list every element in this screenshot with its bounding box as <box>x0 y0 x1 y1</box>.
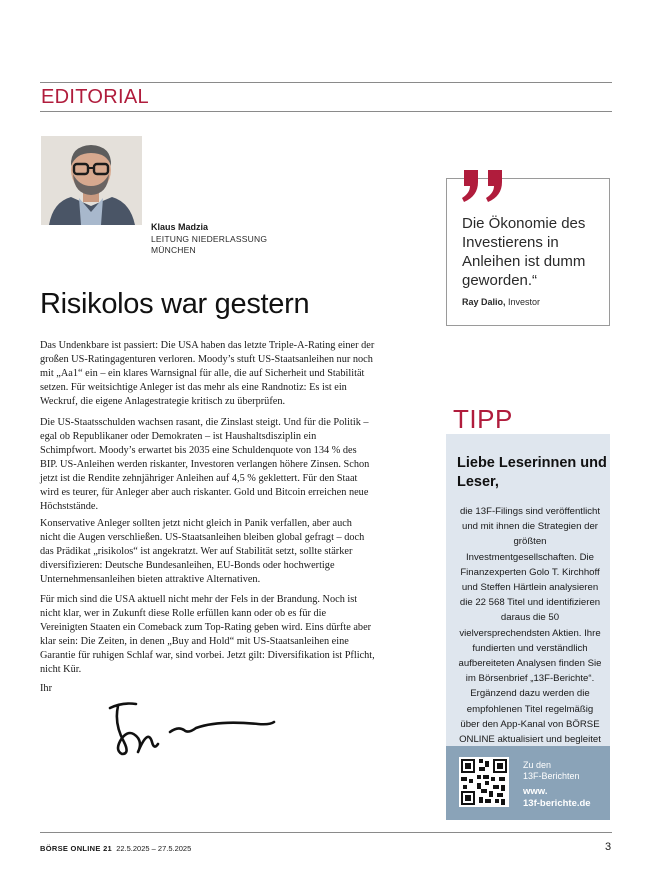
qr-caption <box>523 760 580 782</box>
article-paragraph: Die US-Staatsschulden wachsen rasant, die Zinslast steigt. Und für die Politik – egal ob Republikaner oder Demokraten – ist Haushaltsdisziplin ein Schimpfwort. Moody’s erwartet bis 2035 eine Schuldenquote von 134 % des BIP. US-Anleihen werden riskanter, Investoren verlangen höhere Zinsen. Schon jetzt ist die Rendite zehnjähriger Anleihen auf 4,5 % geklettert. Für den Staat wird es teurer, für Anleger aber auch riskanter. Gold und Bitcoin erreichen neue Höchststände. <box>40 417 370 512</box>
qr-caption-line: 13F-Berichten <box>523 771 580 781</box>
sign-off: Ihr <box>40 683 53 694</box>
article-paragraph: Konservative Anleger sollten jetzt nicht gleich in Panik verfallen, aber auch nicht die Augen verschließen. US-Staatsanleihen bleiben global gefragt – doch das Prädikat „risikolos“ ist angekratzt. Wer auf Stabilität setzt, sollte stärker diversifizieren: Deutsche Bundesanleihen, EU-Bonds oder hochwertige Unternehmensanleihen bieten attraktive Alternativen. <box>40 518 365 585</box>
footer-publication: BÖRSE ONLINE 21 <box>40 844 113 853</box>
quote-author: Ray Dalio, <box>462 297 506 307</box>
quote-mark-icon <box>458 166 518 211</box>
footer-publication-info <box>40 844 191 853</box>
page-number: 3 <box>605 841 612 853</box>
quote-text: Die Ökonomie des Investierens in Anleihen ist dumm geworden.“ <box>462 215 586 289</box>
article-headline: Risikolos war gestern <box>40 288 310 320</box>
top-rule <box>40 82 612 83</box>
qr-url-line: 13f-berichte.de <box>523 798 591 809</box>
qr-url-link[interactable] <box>523 786 591 810</box>
author-name: Klaus Madzia <box>151 222 209 232</box>
qr-code-icon[interactable] <box>459 757 509 807</box>
author-photo <box>41 136 142 225</box>
article-paragraph: Das Undenkbare ist passiert: Die USA haben das letzte Triple-A-Rating einer der großen US-Ratingagenturen verloren. Moody’s stuft US-Staatsanleihen nur noch mit „Aa1“ ein – ein klares Warnsignal für alle, die auf Sicherheit und Stabilität setzen. Für weitsichtige Anleger ist das mehr als eine Randnotiz: Es ist ein Weckruf, die eigene Anlagestrategie kritisch zu überprüfen. <box>40 340 375 407</box>
section-label: EDITORIAL <box>41 86 149 108</box>
qr-caption-line: Zu den <box>523 760 552 770</box>
author-portrait-icon <box>41 136 142 225</box>
section-rule <box>40 111 612 112</box>
qr-url-line: www. <box>523 786 548 797</box>
tipp-heading: Liebe Leserinnen und Leser, <box>457 455 607 490</box>
author-role: LEITUNG NIEDERLASSUNG <box>151 234 268 244</box>
tipp-label: TIPP <box>453 404 513 434</box>
footer-dates: 22.5.2025 – 27.5.2025 <box>116 844 192 853</box>
handwritten-signature-icon <box>108 698 278 763</box>
tipp-body: die 13F-Filings sind veröffentlicht und mit ihnen die Strategien der größten Investmentgesellschaften. Die Finanzexperten Golo T. Kirchhoff und Steffen Härtlein analysieren die 22 568 Titel und identifizieren daraus die 50 vielversprechendsten Aktien. Ihre fundierten und verständlich aufbereiteten Analysen finden Sie im Börsenbrief „13F-Berichte“. Ergänzend dazu werden die empfohlenen Titel regelmäßig über den App-Kanal von BÖRSE ONLINE aktualisiert und begleitet <box>458 506 602 746</box>
author-location: MÜNCHEN <box>151 245 196 255</box>
quote-source <box>462 297 540 307</box>
quote-author-role: Investor <box>505 297 541 307</box>
article-paragraph: Für mich sind die USA aktuell nicht mehr der Fels in der Brandung. Noch ist nicht klar, wer in Zukunft diese Rolle erfüllen kann oder ob es für die Vereinigten Staaten ein Comeback zum Top-Rating geben wird. Eins dürfte aber klar sein: Die Zeiten, in denen „Buy and Hold“ mit US-Staatsanleihen eine Garantie für ruhigen Schlaf war, sind vorbei. Jetzt gilt: Diversifikation ist Pflicht, nicht Kür. <box>40 594 375 675</box>
footer-rule <box>40 832 612 833</box>
